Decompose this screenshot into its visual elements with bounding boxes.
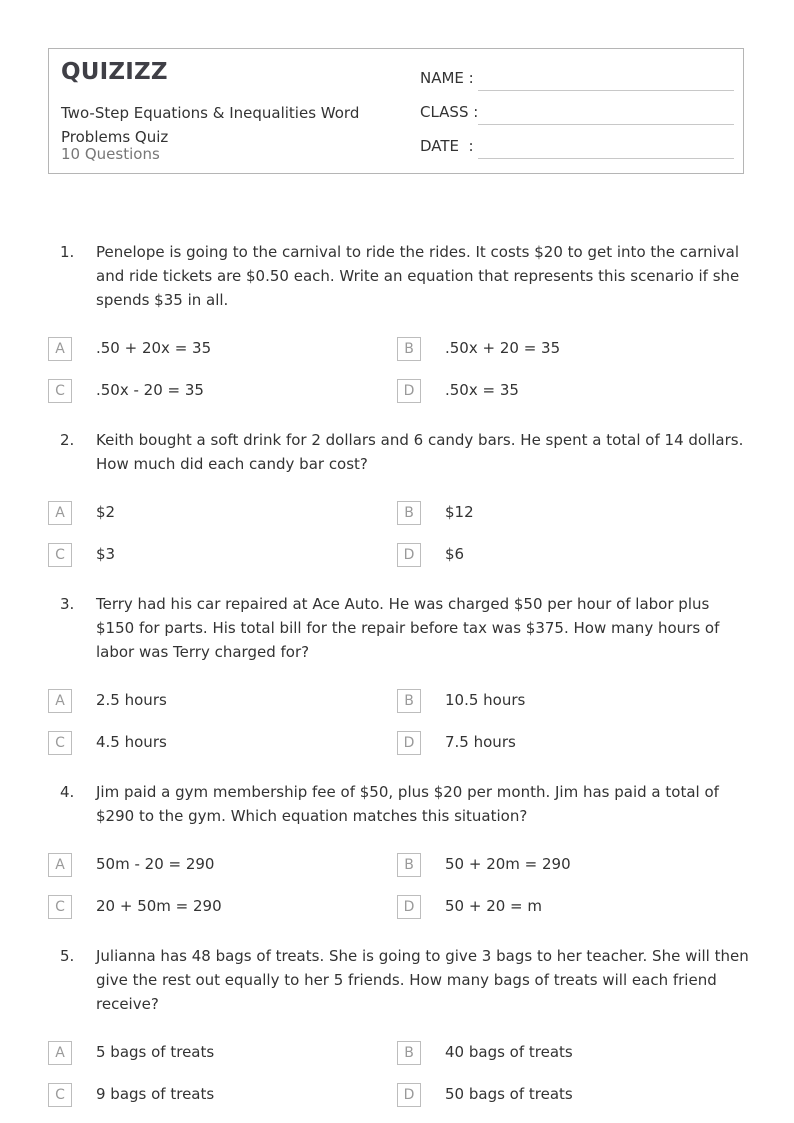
option-text: .50x - 20 = 35: [96, 381, 204, 399]
option-letter-box: B: [397, 1041, 421, 1065]
option-letter-box: D: [397, 379, 421, 403]
option-text: 2.5 hours: [96, 691, 167, 709]
option-text: 50 + 20m = 290: [445, 855, 571, 873]
question-number: 3.: [60, 595, 75, 613]
option-text: 9 bags of treats: [96, 1085, 215, 1103]
option-letter-box: C: [48, 543, 72, 567]
option-letter-box: D: [397, 543, 421, 567]
name-label: NAME :: [420, 69, 474, 87]
question-number: 5.: [60, 947, 75, 965]
option-text: .50x + 20 = 35: [445, 339, 561, 357]
question-text: Julianna has 48 bags of treats. She is going to give 3 bags to her teacher. She will then give the rest out equally to her 5 friends. How many bags of treats will each friend receive?: [96, 947, 749, 1013]
class-label: CLASS :: [420, 103, 479, 121]
option-text: 40 bags of treats: [445, 1043, 573, 1061]
option-text: 50 + 20 = m: [445, 897, 542, 915]
option-text: $3: [96, 545, 116, 563]
option-text: 4.5 hours: [96, 733, 167, 751]
option-text: 5 bags of treats: [96, 1043, 215, 1061]
question-number: 4.: [60, 783, 75, 801]
option-text: 10.5 hours: [445, 691, 526, 709]
option-text: $2: [96, 503, 116, 521]
question-number: 1.: [60, 243, 75, 261]
question-number: 2.: [60, 431, 75, 449]
option-letter-box: D: [397, 1083, 421, 1107]
question-text: Keith bought a soft drink for 2 dollars and 6 candy bars. He spent a total of 14 dollars. How much did each candy bar cost?: [96, 431, 744, 473]
option-text: .50x = 35: [445, 381, 519, 399]
option-letter-box: A: [48, 501, 72, 525]
option-letter-box: B: [397, 853, 421, 877]
quiz-title: Two-Step Equations & Inequalities Word Problems Quiz: [61, 104, 360, 146]
option-letter-box: A: [48, 1041, 72, 1065]
date-label: DATE :: [420, 137, 474, 155]
option-letter-box: B: [397, 501, 421, 525]
option-text: 50m - 20 = 290: [96, 855, 215, 873]
class-line: [478, 124, 734, 125]
question-text: Jim paid a gym membership fee of $50, plus $20 per month. Jim has paid a total of $290 to the gym. Which equation matches this situation?: [96, 783, 719, 825]
option-letter-box: D: [397, 895, 421, 919]
question-count: 10 Questions: [61, 145, 160, 163]
question-text: Penelope is going to the carnival to ride the rides. It costs $20 to get into the carnival and ride tickets are $0.50 each. Write an equation that represents this scenario if she spends $35 in all.: [96, 243, 740, 309]
option-letter-box: C: [48, 895, 72, 919]
option-letter-box: A: [48, 337, 72, 361]
option-text: 20 + 50m = 290: [96, 897, 222, 915]
option-letter-box: B: [397, 337, 421, 361]
date-field[interactable]: [420, 137, 734, 159]
option-letter-box: A: [48, 853, 72, 877]
option-letter-box: A: [48, 689, 72, 713]
worksheet-header: [48, 48, 744, 174]
name-field[interactable]: [420, 69, 734, 91]
option-letter-box: C: [48, 379, 72, 403]
question-text: Terry had his car repaired at Ace Auto. He was charged $50 per hour of labor plus $150 for parts. His total bill for the repair before tax was $375. How many hours of labor was Terry charged for?: [96, 595, 720, 661]
option-letter-box: D: [397, 731, 421, 755]
option-text: $12: [445, 503, 474, 521]
option-letter-box: C: [48, 731, 72, 755]
option-letter-box: C: [48, 1083, 72, 1107]
date-line: [478, 158, 734, 159]
option-text: $6: [445, 545, 465, 563]
quizizz-logo: QUIZIZZ: [61, 59, 168, 85]
option-text: 50 bags of treats: [445, 1085, 573, 1103]
name-line: [478, 90, 734, 91]
class-field[interactable]: [420, 103, 734, 125]
option-text: 7.5 hours: [445, 733, 516, 751]
option-text: .50 + 20x = 35: [96, 339, 212, 357]
option-letter-box: B: [397, 689, 421, 713]
